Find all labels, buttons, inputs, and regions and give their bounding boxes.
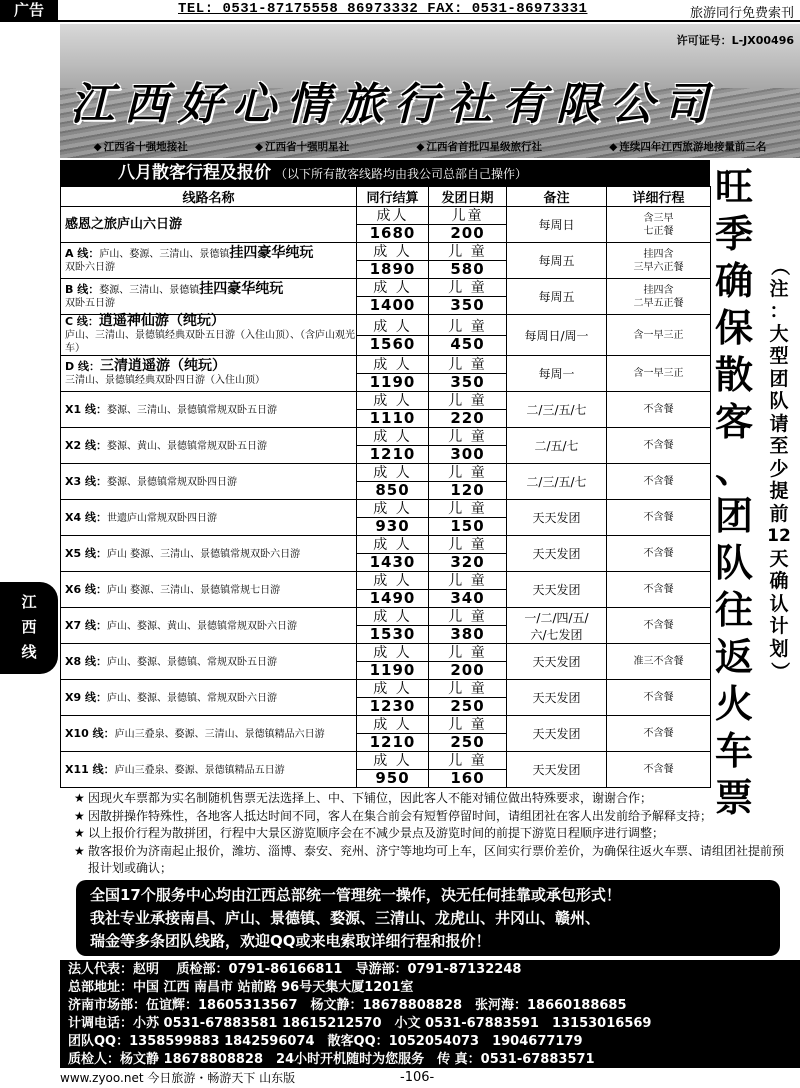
route-cell: [61, 207, 357, 243]
child-cell: [429, 752, 507, 788]
detail-cell: 不含餐: [607, 464, 711, 500]
slogan-note: （ 注 ： 大 型 团 队 请 至 少 提 前 12 天 确 认 计 划 ）: [767, 256, 791, 681]
honors-list: [60, 139, 800, 154]
top-bar: [0, 0, 800, 22]
child-label: 儿 童: [429, 243, 506, 261]
child-label: 儿 童: [429, 716, 506, 734]
route-cell: [61, 752, 357, 788]
route-name: 婺源、三清山、景德镇: [99, 285, 200, 296]
contact-line: 计调电话：小苏 0531-67883581 18615212570 小文 0531-67883591 13153016569: [68, 1016, 652, 1031]
child-cell: [429, 536, 507, 572]
note-cell: 每周一: [507, 356, 607, 392]
detail-cell: 不含餐: [607, 752, 711, 788]
table-row: [61, 428, 711, 464]
table-row: [61, 207, 711, 243]
adult-label: 成 人: [357, 536, 428, 554]
adult-label: 成 人: [357, 716, 428, 734]
child-label: 儿 童: [429, 279, 506, 297]
adult-price: 1490: [369, 589, 416, 607]
table-row: [61, 392, 711, 428]
child-cell: [429, 356, 507, 392]
license-number: 许可证号：L-JX00496: [676, 34, 794, 47]
note-cell: 一/二/四/五/ 六/七发团: [507, 608, 607, 644]
header-date: 发团日期: [429, 187, 507, 207]
route-code: X9 线：: [65, 690, 107, 704]
child-label: 儿 童: [429, 392, 506, 410]
child-label: 儿 童: [429, 464, 506, 482]
company-name: 江西好心情旅行社有限公司: [70, 79, 718, 130]
table-row: [61, 572, 711, 608]
region-tab-label: 江 西 线: [21, 593, 37, 661]
adult-price: 850: [375, 481, 410, 499]
route-name: 庐山 婺源、三清山、景德镇常规双卧六日游: [106, 548, 301, 560]
star-icon: ★: [74, 843, 85, 858]
route-cell: [61, 644, 357, 680]
region-tab: [0, 582, 58, 674]
route-cell: [61, 428, 357, 464]
child-cell: [429, 644, 507, 680]
child-cell: [429, 392, 507, 428]
route-cell: [61, 680, 357, 716]
route-code: A 线：: [65, 247, 100, 260]
child-label: 儿 童: [429, 428, 506, 446]
child-label: 儿 童: [429, 752, 506, 770]
route-name: 庐山三叠泉、婺源、景德镇精品五日游: [114, 764, 285, 776]
detail-cell: 挂四含 二早五正餐: [607, 279, 711, 315]
table-row: [61, 608, 711, 644]
note-cell: 天天发团: [507, 716, 607, 752]
child-price: 380: [450, 625, 485, 643]
child-cell: [429, 243, 507, 279]
child-price: 340: [450, 589, 485, 607]
star-icon: ★: [74, 826, 85, 840]
route-name: 庐山、婺源、景德镇、常规双卧六日游: [106, 692, 277, 704]
section-subtitle: （以下所有散客线路均由我公司总部自己操作）: [275, 167, 528, 181]
table-row: [61, 536, 711, 572]
adult-price: 1680: [369, 224, 416, 242]
note-cell: 每周五: [507, 279, 607, 315]
child-label: 儿 童: [429, 680, 506, 698]
child-cell: [429, 716, 507, 752]
child-price: 320: [450, 553, 485, 571]
section-title: [60, 160, 710, 186]
adult-label: 成 人: [357, 243, 428, 261]
route-cell: [61, 356, 357, 392]
table-row: [61, 752, 711, 788]
adult-label: 成 人: [357, 464, 428, 482]
page-number: -106-: [400, 1070, 435, 1085]
route-cell: [61, 536, 357, 572]
star-icon: ★: [74, 808, 85, 823]
adult-price: 1190: [369, 661, 416, 679]
route-name: 庐山 婺源、三清山、景德镇常规七日游: [106, 584, 281, 596]
adult-price: 930: [375, 517, 410, 535]
route-cell: [61, 716, 357, 752]
table-row: [61, 680, 711, 716]
child-label: 儿 童: [429, 356, 506, 374]
route-cell: [61, 315, 357, 356]
adult-price: 1230: [369, 697, 416, 715]
route-code: X8 线：: [65, 654, 107, 668]
contact-line: TEL: 0531-87175558 86973332 FAX: 0531-86973331: [178, 1, 588, 17]
child-label: 儿 童: [429, 536, 506, 554]
contact-block: [60, 960, 800, 1068]
route-name: 世遗庐山常规双卧四日游: [106, 512, 217, 524]
adult-cell: [357, 716, 429, 752]
route-code: X4 线：: [65, 510, 107, 524]
adult-label: 成 人: [357, 644, 428, 662]
route-name: 庐山三叠泉、婺源、三清山、景德镇精品六日游: [114, 728, 325, 740]
adult-price: 950: [375, 769, 410, 787]
adult-cell: [357, 500, 429, 536]
adult-label: 成人: [357, 207, 428, 225]
note-cell: 二/三/五/七: [507, 464, 607, 500]
route-cell: [61, 464, 357, 500]
adult-cell: [357, 315, 429, 356]
table-row: [61, 500, 711, 536]
child-price: 350: [450, 296, 485, 314]
adult-label: 成 人: [357, 680, 428, 698]
child-label: 儿 童: [429, 644, 506, 662]
route-name: 婺源、三清山、景德镇常规双卧五日游: [106, 404, 277, 416]
honor-item: ◆ 江西省首批四星级旅行社: [416, 139, 542, 154]
child-price: 220: [450, 409, 485, 427]
route-code: X7 线：: [65, 618, 107, 632]
adult-label: 成 人: [357, 500, 428, 518]
price-table: [60, 186, 711, 788]
table-row: [61, 716, 711, 752]
promo-line: 我社专业承接南昌、庐山、景德镇、婺源、三清山、龙虎山、井冈山、赣州、: [90, 909, 601, 927]
note-cell: 天天发团: [507, 644, 607, 680]
note-cell: 天天发团: [507, 752, 607, 788]
table-row: [61, 644, 711, 680]
contact-line: 济南市场部：伍谊辉：18605313567 杨文静：18678808828 张河海：18660188685: [68, 998, 627, 1013]
note-cell: 天天发团: [507, 500, 607, 536]
adult-label: 成 人: [357, 392, 428, 410]
adult-cell: [357, 428, 429, 464]
table-row: [61, 243, 711, 279]
note-cell: 每周日/周一: [507, 315, 607, 356]
table-header-row: [61, 187, 711, 207]
route-sub: 庐山、三清山、景德镇经典双卧五日游（入住山顶）、（含庐山观光车）: [65, 330, 355, 354]
route-code: B 线：: [65, 283, 100, 296]
list-item: ★ 以上报价行程为散拼团，行程中大景区游览顺序会在不减少景点及游览时间的前提下游览日程顺序进行调整；: [60, 825, 800, 843]
adult-label: 成 人: [357, 356, 428, 374]
note-cell: 天天发团: [507, 572, 607, 608]
adult-price: 1190: [369, 373, 416, 391]
detail-cell: 不含餐: [607, 572, 711, 608]
route-name: 婺源、景德镇常规双卧四日游: [106, 476, 237, 488]
adult-label: 成 人: [357, 752, 428, 770]
adult-price: 1430: [369, 553, 416, 571]
adult-cell: [357, 536, 429, 572]
adult-cell: [357, 207, 429, 243]
list-item: ★ 因散拼操作特殊性，各地客人抵达时间不同，客人在集合前会有短暂停留时间，请组团社在客人出发前给予解释支持；: [60, 808, 800, 826]
route-code: X11 线：: [65, 762, 115, 776]
route-code: X1 线：: [65, 402, 107, 416]
child-label: 儿 童: [429, 318, 506, 336]
contact-line: 质检人：杨文静 18678808828 24小时开机随时为您服务 传 真：0531-67883571: [68, 1052, 595, 1067]
child-price: 160: [450, 769, 485, 787]
child-cell: [429, 572, 507, 608]
adult-label: 成 人: [357, 428, 428, 446]
side-slogan: [712, 160, 800, 820]
route-cell: [61, 608, 357, 644]
adult-cell: [357, 572, 429, 608]
adult-label: 成 人: [357, 572, 428, 590]
adult-cell: [357, 752, 429, 788]
detail-cell: 含一早三正: [607, 356, 711, 392]
table-row: [61, 279, 711, 315]
header-detail: 详细行程: [607, 187, 711, 207]
table-row: [61, 315, 711, 356]
adult-cell: [357, 392, 429, 428]
route-code: D 线：: [65, 360, 100, 373]
header-note: 备注: [507, 187, 607, 207]
honor-item: ◆ 连续四年江西旅游地接量前三名: [609, 139, 766, 154]
route-name: 庐山、婺源、三清山、景德镇: [99, 249, 230, 260]
detail-cell: 不含餐: [607, 500, 711, 536]
detail-cell: 不含餐: [607, 608, 711, 644]
adult-cell: [357, 608, 429, 644]
route-sub: 双卧六日游: [65, 262, 115, 273]
adult-label: 成 人: [357, 279, 428, 297]
child-price: 250: [450, 697, 485, 715]
child-cell: [429, 680, 507, 716]
list-item: ★ 因现火车票都为实名制随机售票无法选择上、中、下铺位，因此客人不能对铺位做出特殊要求，谢谢合作；: [60, 790, 800, 808]
detail-cell: 不含餐: [607, 428, 711, 464]
child-price: 120: [450, 481, 485, 499]
company-banner: [60, 24, 800, 158]
table-row: [61, 464, 711, 500]
adult-price: 1110: [369, 409, 416, 427]
promo-line: 瑞金等多条团队线路，欢迎QQ或来电索取详细行程和报价！: [90, 932, 491, 950]
free-label: 旅游同行免费索刊: [689, 6, 794, 21]
detail-cell: 不含餐: [607, 392, 711, 428]
route-highlight: 挂四豪华纯玩: [199, 281, 284, 297]
detail-cell: 准三不含餐: [607, 644, 711, 680]
detail-cell: 不含餐: [607, 536, 711, 572]
adult-price: 1210: [369, 733, 416, 751]
child-label: 儿 童: [429, 572, 506, 590]
child-cell: [429, 315, 507, 356]
promo-line: 全国17个服务中心均由江西总部统一管理统一操作，决无任何挂靠或承包形式！: [90, 886, 621, 904]
child-price: 350: [450, 373, 485, 391]
route-cell: [61, 572, 357, 608]
adult-cell: [357, 279, 429, 315]
star-icon: ★: [74, 791, 85, 805]
child-price: 450: [450, 334, 485, 353]
route-highlight: 逍遥神仙游（纯玩）: [98, 313, 225, 329]
child-label: 儿 童: [429, 608, 506, 626]
route-highlight: 三清逍遥游（纯玩）: [99, 358, 226, 374]
contact-line: 法人代表：赵明 质检部：0791-86166811 导游部：0791-87132248: [68, 962, 522, 977]
adult-label: 成 人: [357, 608, 428, 626]
note-cell: 每周日: [507, 207, 607, 243]
child-cell: [429, 500, 507, 536]
child-label: 儿 童: [429, 500, 506, 518]
slogan-main: 旺 季 确 保 散 客 、 团 队 往 返 火 车 票: [714, 165, 753, 820]
adult-price: 1210: [369, 445, 416, 463]
ad-label: 广告: [0, 0, 58, 21]
adult-price: 1530: [369, 625, 416, 643]
note-cell: 天天发团: [507, 680, 607, 716]
route-code: C 线：: [65, 315, 99, 328]
route-name: 感恩之旅庐山六日游: [65, 216, 183, 232]
child-price: 200: [450, 224, 485, 242]
route-sub: 双卧五日游: [65, 298, 115, 309]
adult-label: 成 人: [357, 318, 428, 336]
notes-list: [60, 790, 800, 878]
promo-box: [76, 880, 780, 956]
route-cell: [61, 500, 357, 536]
route-code: X3 线：: [65, 474, 107, 488]
child-price: 200: [450, 661, 485, 679]
adult-price: 1890: [369, 260, 416, 278]
adult-price: 1560: [369, 334, 416, 353]
route-name: 庐山、婺源、景德镇、常规双卧五日游: [106, 656, 277, 668]
route-name: 婺源、黄山、景德镇常规双卧五日游: [106, 440, 267, 452]
contact-line: 团队QQ：1358599883 1842596074 散客QQ：1052054073 1904677179: [68, 1034, 583, 1049]
child-price: 300: [450, 445, 485, 463]
route-code: X10 线：: [65, 726, 115, 740]
adult-cell: [357, 464, 429, 500]
note-cell: 二/三/五/七: [507, 392, 607, 428]
route-sub: 三清山、景德镇经典双卧四日游（入住山顶）: [65, 375, 265, 386]
honor-item: ◆ 江西省十强地接社: [94, 139, 188, 154]
child-price: 580: [450, 260, 485, 278]
note-cell: 天天发团: [507, 536, 607, 572]
adult-cell: [357, 644, 429, 680]
footer-site: www.zyoo.net 今日旅游・畅游天下 山东版: [60, 1071, 296, 1085]
footer: [60, 1068, 800, 1088]
adult-cell: [357, 680, 429, 716]
route-code: X5 线：: [65, 546, 107, 560]
route-cell: [61, 243, 357, 279]
route-code: X2 线：: [65, 438, 107, 452]
honor-item: ◆ 江西省十强明星社: [255, 139, 349, 154]
route-highlight: 挂四豪华纯玩: [229, 245, 314, 261]
note-cell: 每周五: [507, 243, 607, 279]
child-cell: [429, 279, 507, 315]
detail-cell: 不含餐: [607, 680, 711, 716]
list-item: ★ 散客报价为济南起止报价，潍坊、淄博、泰安、兖州、济宁等地均可上车，区间实行票价差价，为确保往返火车票、请组团社提前预报计划或确认；: [60, 843, 800, 878]
section-title-text: 八月散客行程及报价: [118, 163, 271, 183]
route-cell: [61, 392, 357, 428]
detail-cell: 挂四含 三早六正餐: [607, 243, 711, 279]
route-code: X6 线：: [65, 582, 107, 596]
child-cell: [429, 428, 507, 464]
route-cell: [61, 279, 357, 315]
note-cell: 二/五/七: [507, 428, 607, 464]
detail-cell: 不含餐: [607, 716, 711, 752]
child-price: 150: [450, 517, 485, 535]
route-name: 庐山、婺源、黄山、景德镇常规双卧六日游: [106, 620, 297, 632]
adult-price: 1400: [369, 296, 416, 314]
header-price: 同行结算: [357, 187, 429, 207]
detail-cell: 含三早 七正餐: [607, 207, 711, 243]
contact-line: 总部地址：中国 江西 南昌市 站前路 96号天集大厦1201室: [68, 980, 414, 995]
table-row: [61, 356, 711, 392]
child-cell: [429, 207, 507, 243]
child-cell: [429, 464, 507, 500]
detail-cell: 含一早三正: [607, 315, 711, 356]
child-price: 250: [450, 733, 485, 751]
adult-cell: [357, 243, 429, 279]
adult-cell: [357, 356, 429, 392]
itinerary-section: [60, 160, 710, 788]
child-label: 儿童: [429, 207, 506, 225]
child-cell: [429, 608, 507, 644]
header-route: 线路名称: [61, 187, 357, 207]
